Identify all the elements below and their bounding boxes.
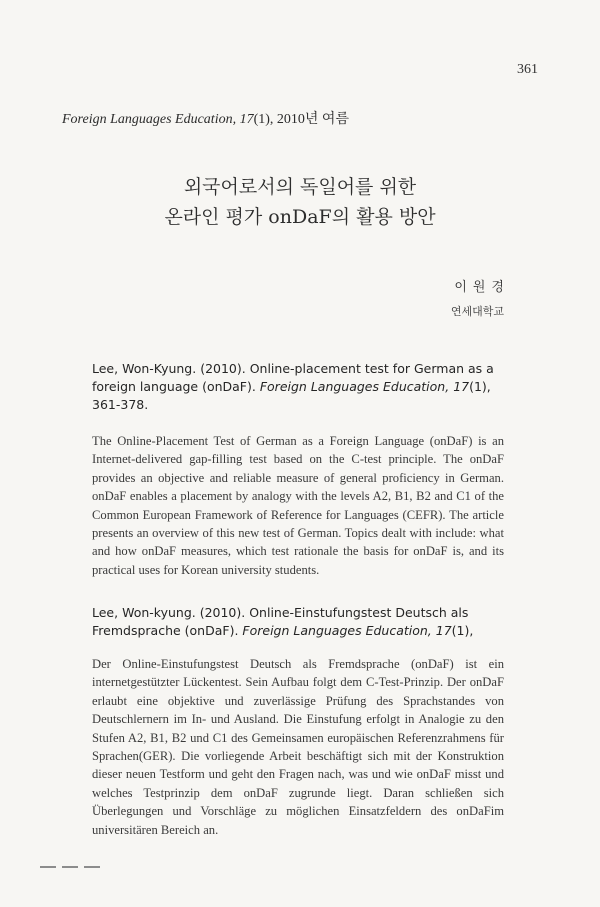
journal-issue-year: (1), 2010년 여름 bbox=[253, 112, 349, 127]
citation-en-journal: Foreign Languages Education, bbox=[259, 379, 450, 394]
page-number: 361 bbox=[517, 62, 538, 77]
journal-header bbox=[62, 108, 349, 128]
article-title bbox=[0, 172, 600, 232]
citation-en-volume: 17 bbox=[453, 379, 470, 394]
footer-rule bbox=[40, 866, 100, 868]
citation-de-authors: Lee, Won-kyung. (2010). Online-Einstufungstest Deutsch als Fremdsprache (onDaF). bbox=[92, 605, 469, 638]
title-line-2: 온라인 평가 onDaF의 활용 방안 bbox=[164, 206, 436, 228]
journal-name: Foreign Languages Education, bbox=[62, 112, 237, 127]
citation-de-volume: 17 bbox=[435, 623, 452, 638]
abstract-english: The Online-Placement Test of German as a Foreign Language (onDaF) is an Internet-delivered gap-filling test based on the C-test principle. The onDaF provides an objective and reliable measure of general proficiency in German. onDaF enables a placement by analogy with the levels A2, B1, B2 and C1 of the Common European Framework of Reference for Languages (CEFR). The article presents an overview of this new test of German. Topics dealt with include: what and how onDaF measures, which test rationale the basis for onDaF is, and its practical uses for Korean university students. bbox=[92, 434, 504, 577]
title-line-1: 외국어로서의 독일어를 위한 bbox=[183, 176, 417, 198]
citation-german bbox=[92, 604, 502, 640]
author-affiliation: 연세대학교 bbox=[450, 305, 504, 318]
journal-volume: 17 bbox=[239, 112, 254, 127]
citation-de-journal: Foreign Languages Education, bbox=[242, 623, 432, 638]
author-block bbox=[344, 276, 510, 324]
citation-de-rest: (1), bbox=[451, 623, 474, 638]
citation-en-authors: Lee, Won-Kyung. (2010). Online-placement test for German as a foreign language (onDaF). bbox=[92, 361, 494, 394]
author-name: 이원경 bbox=[454, 280, 510, 295]
citation-en-rest: (1), 361-378. bbox=[92, 379, 491, 412]
abstract-german: Der Online-Einstufungstest Deutsch als Fremdsprache (onDaF) ist ein internetgestützter Lückentest. Sein Aufbau folgt dem C-Test-Prinzip. Der onDaF erlaubt eine objektive und zuverlässige Prüfung des Sprachstandes von Deutschlernern im In- und Ausland. Die Einstufung erfolgt in Analogie zu den Stufen A2, B1, B2 und C1 des Gemeinsamen europäischen Referenzrahmens für Sprachen(GER). Die vorliegende Arbeit beschäftigt sich mit der Konstruktion dieser neuen Testform und geht den Fragen nach, was und wie onDaF misst und welches Testprinzip dem onDaF zugrunde liegt. Daran schließen sich Überlegungen und Vorschläge zu möglichen Einsatzfeldern des onDaFim universitären Bereich an. bbox=[92, 657, 504, 837]
citation-english bbox=[92, 360, 502, 414]
